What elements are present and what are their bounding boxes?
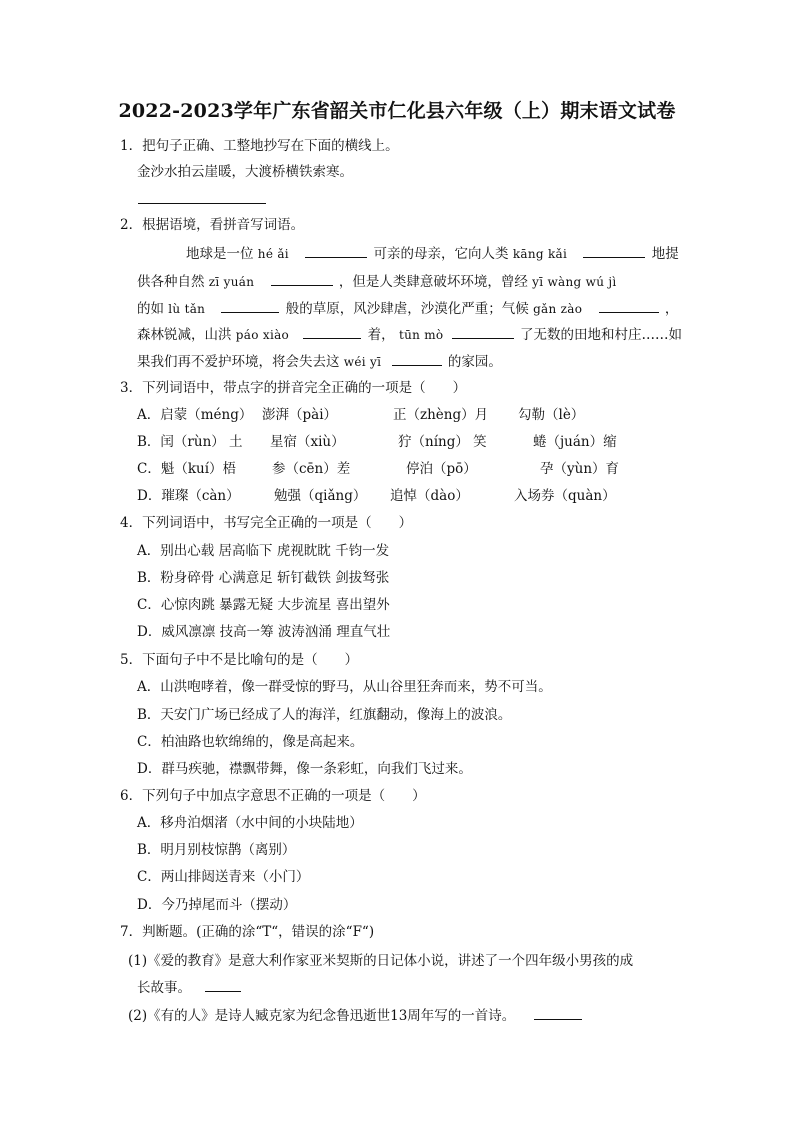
q2-pinyin-6: gǎn zào [533, 302, 583, 316]
q2-pinyin-5: lù tǎn [168, 302, 206, 316]
q4-option-b[interactable]: B．粉身碎骨 心满意足 斩钉截铁 剑拔驽张 [137, 570, 390, 586]
q5-stem: 5．下面句子中不是比喻句的是（ ） [120, 652, 359, 668]
q4-option-d[interactable]: D．威风凛凛 技高一筹 波涛汹涌 理直气壮 [137, 624, 391, 640]
q2-blank-1[interactable] [305, 243, 367, 258]
q4-stem: 4．下列词语中，书写完全正确的一项是（ ） [120, 515, 413, 531]
q2-blank-5[interactable] [221, 298, 279, 313]
q5-option-c[interactable]: C．柏油路也软绵绵的，像是高起来。 [137, 734, 364, 750]
q2-text: 供各种自然 [137, 274, 205, 290]
q1-stem: 1．把句子正确、工整地抄写在下面的横线上。 [120, 138, 399, 154]
q3-option-b-3: 狞（níng） 笑 [398, 434, 487, 450]
q7-statement-2-row [128, 1005, 582, 1026]
q3-option-c-2: 参（cēn）差 [272, 461, 351, 477]
q3-option-b-2: 星宿（xiù） [270, 434, 345, 450]
q2-line-2 [137, 271, 617, 292]
q2-text: 着， [367, 327, 395, 343]
q2-blank-9[interactable] [392, 351, 442, 366]
q2-blank-3[interactable] [271, 271, 333, 286]
q4-option-c[interactable]: C．心惊肉跳 暴露无疑 大步流星 喜出望外 [137, 597, 390, 613]
q2-text: 的如 [137, 301, 164, 317]
q2-line-4 [137, 324, 682, 345]
q3-option-d-1[interactable]: D．璀璨（càn） [137, 488, 240, 504]
q3-stem: 3．下列词语中，带点字的拼音完全正确的一项是（ ） [120, 380, 467, 396]
q2-blank-7[interactable] [303, 324, 361, 339]
q2-line-5 [137, 351, 502, 372]
q3-option-d-3: 追悼（dào） [390, 488, 469, 504]
q7-statement-1: (1)《爱的教育》是意大利作家亚米契斯的日记体小说，讲述了一个四年级小男孩的成 [128, 953, 634, 969]
q2-text: 果我们再不爱护环境，将会失去这 [137, 354, 340, 370]
q1-sentence: 金沙水拍云崖暖，大渡桥横铁索寒。 [137, 164, 353, 180]
q6-option-b[interactable]: B．明月别枝惊鹊（离别） [137, 842, 296, 858]
q2-pinyin-4: yī wàng wú jì [532, 275, 617, 289]
q3-option-c-1[interactable]: C．魁（kuí）梧 [137, 461, 237, 477]
q3-option-a-3: 正（zhèng）月 [393, 407, 489, 423]
q1-answer-line[interactable] [138, 203, 266, 204]
q7-statement-1-end: 长故事。 [137, 980, 191, 996]
q2-pinyin-2: kāng kǎi [512, 247, 568, 261]
q5-option-d[interactable]: D．群马疾驰，襟飘带舞，像一条彩虹，向我们飞过来。 [137, 761, 472, 777]
q2-line-1 [186, 243, 679, 264]
q3-option-c-4: 孕（yùn）育 [540, 461, 620, 477]
q7-statement-1-cont [137, 977, 241, 998]
q3-option-d-2: 勉强（qiǎng） [274, 488, 367, 504]
q6-stem: 6．下列句子中加点字意思不正确的一项是（ ） [120, 788, 426, 804]
q2-pinyin-8: tūn mò [398, 328, 444, 342]
q5-option-b[interactable]: B．天安门广场已经成了人的海洋，红旗翻动，像海上的波浪。 [137, 707, 512, 723]
q2-text: 地提 [651, 246, 679, 262]
q2-stem: 2．根据语境，看拼音写词语。 [120, 217, 305, 233]
q2-text: 般的草原，风沙肆虐，沙漠化严重；气候 [285, 301, 529, 317]
q7-stem: 7．判断题。(正确的涂“T“，错误的涂“F“) [120, 924, 375, 940]
q2-text: 地球是一位 [186, 246, 254, 262]
q2-text: 了无数的田地和村庄……如 [520, 327, 683, 343]
q7-answer-1[interactable] [205, 977, 241, 992]
q2-line-3 [137, 298, 678, 319]
q2-text: ，但是人类肆意破坏环境，曾经 [338, 274, 528, 290]
q2-blank-2[interactable] [583, 243, 645, 258]
q4-option-a[interactable]: A．别出心载 居高临下 虎视眈眈 千钧一发 [137, 543, 390, 559]
q2-pinyin-7: páo xiào [235, 328, 290, 342]
q3-option-c-3: 停泊（pō） [406, 461, 477, 477]
q2-blank-6[interactable] [599, 298, 659, 313]
q6-option-a[interactable]: A．移舟泊烟渚（水中间的小块陆地） [137, 815, 363, 831]
q2-pinyin-1: hé ǎi [257, 247, 289, 261]
q6-option-d[interactable]: D．今乃掉尾而斗（摆动） [137, 897, 297, 913]
q3-option-b-1[interactable]: B．闰（rùn） 土 [137, 434, 243, 450]
q2-text: ， [664, 301, 679, 317]
q3-option-a-1[interactable]: A．启蒙（méng） [137, 407, 253, 423]
q3-option-b-4: 蜷（juán）缩 [533, 434, 617, 450]
exam-title: 2022-2023学年广东省韶关市仁化县六年级（上）期末语文试卷 [118, 100, 676, 122]
q2-text: 森林锐减，山洪 [137, 327, 232, 343]
q2-pinyin-3: zī yuán [208, 275, 255, 289]
q6-option-c[interactable]: C．两山排闼送青来（小门） [137, 869, 310, 885]
q2-text: 的家园。 [447, 354, 502, 370]
q3-option-d-4: 入场券（quàn） [514, 488, 616, 504]
q5-option-a[interactable]: A．山洪咆哮着，像一群受惊的野马，从山谷里狂奔而来，势不可当。 [137, 679, 552, 695]
q2-text: 可亲的母亲，它向人类 [373, 246, 509, 262]
q3-option-a-4: 勾勒（lè） [518, 407, 585, 423]
q7-statement-2: (2)《有的人》是诗人臧克家为纪念鲁迅逝世13周年写的一首诗。 [128, 1008, 516, 1024]
q2-pinyin-9: wéi yī [343, 355, 382, 369]
q3-option-a-2: 澎湃（pài） [262, 407, 338, 423]
q2-blank-8[interactable] [452, 324, 514, 339]
q7-answer-2[interactable] [534, 1005, 582, 1020]
